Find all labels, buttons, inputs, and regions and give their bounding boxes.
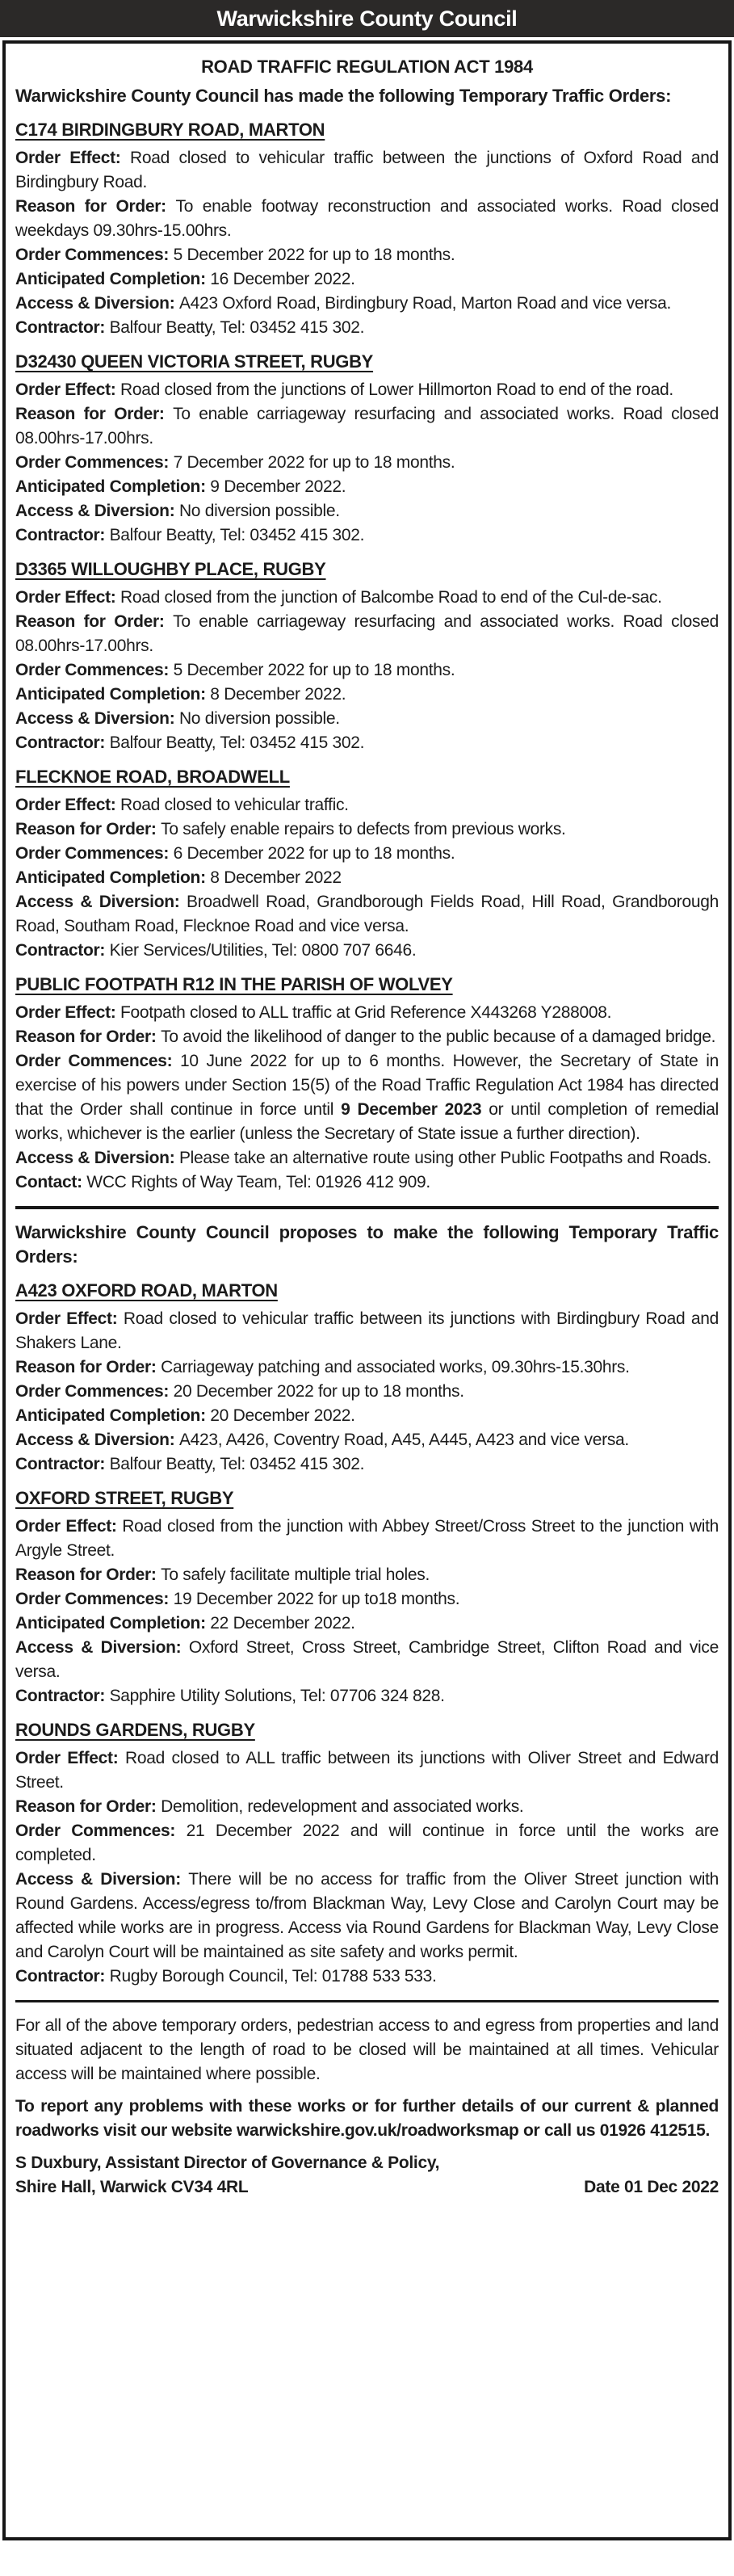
field-label: Access & Diversion: (15, 294, 179, 313)
order-heading: PUBLIC FOOTPATH R12 IN THE PARISH OF WOLVEY (15, 974, 453, 994)
field-label: Contact: (15, 1173, 87, 1191)
order-field (15, 658, 719, 683)
field-label: Order Commences: (15, 1052, 180, 1070)
traffic-order (15, 974, 719, 1195)
field-text: Please take an alternative route using other Public Footpaths and Roads. (178, 1149, 711, 1167)
field-text: To safely facilitate multiple trial holes. (161, 1565, 430, 1584)
field-label: Order Effect: (15, 149, 131, 167)
order-field (15, 731, 719, 755)
traffic-order (15, 767, 719, 963)
field-text: Road closed to ALL traffic between its junctions with Oliver Street and Edward Street. (15, 1749, 719, 1792)
field-label: Order Effect: (15, 588, 120, 607)
order-field (15, 1684, 719, 1708)
field-text: 8 December 2022. (210, 685, 346, 704)
notice-body (2, 40, 732, 2540)
order-field (15, 499, 719, 523)
field-label: Reason for Order: (15, 197, 176, 216)
field-text: 8 December 2022 (210, 868, 342, 887)
order-field (15, 1380, 719, 1404)
order-field (15, 1587, 719, 1612)
traffic-order (15, 1488, 719, 1708)
order-field (15, 243, 719, 267)
field-label: Order Effect: (15, 380, 120, 399)
order-field (15, 1428, 719, 1452)
field-text: Rugby Borough Council, Tel: 01788 533 533. (109, 1967, 437, 1986)
field-text: A423, A426, Coventry Road, A45, A445, A423 and vice versa. (178, 1431, 629, 1449)
order-field (15, 378, 719, 402)
field-text: Balfour Beatty, Tel: 03452 415 302. (109, 318, 365, 337)
order-heading: D32430 QUEEN VICTORIA STREET, RUGBY (15, 351, 374, 372)
field-text: 20 December 2022 for up to 18 months. (173, 1382, 464, 1401)
order-heading: D3365 WILLOUGHBY PLACE, RUGBY (15, 559, 326, 579)
order-field (15, 683, 719, 707)
council-title: Warwickshire County Council (216, 6, 518, 31)
field-label: Reason for Order: (15, 820, 161, 838)
order-field (15, 793, 719, 817)
field-text: Road closed to vehicular traffic between the junctions of Oxford Road and Birdingbury Road. (15, 149, 719, 191)
field-label: Anticipated Completion: (15, 868, 211, 887)
order-field (15, 1746, 719, 1795)
field-text: Demolition, redevelopment and associated works. (161, 1797, 524, 1816)
field-label: Order Commences: (15, 1822, 187, 1840)
field-label: Access & Diversion: (15, 1431, 179, 1449)
order-heading: C174 BIRDINGBURY ROAD, MARTON (15, 120, 325, 140)
field-text: 19 December 2022 for up to18 months. (173, 1590, 460, 1608)
order-field (15, 1795, 719, 1819)
field-label: Order Commences: (15, 844, 174, 863)
order-field (15, 267, 719, 292)
field-label: Access & Diversion: (15, 1149, 179, 1167)
order-field (15, 707, 719, 731)
traffic-order (15, 1280, 719, 1477)
order-field (15, 1355, 719, 1380)
pedestrian-access-note: For all of the above temporary orders, pedestrian access to and egress from properties and land situated adjacent to the length of road to be closed will be maintained at all times. Vehicular access will be maintained where possible. (15, 2016, 719, 2083)
field-label: Access & Diversion: (15, 1638, 189, 1657)
intro-made-paragraph: Warwickshire County Council has made the following Temporary Traffic Orders: (15, 86, 672, 106)
order-field (15, 475, 719, 499)
order-field (15, 610, 719, 658)
field-label: Reason for Order: (15, 405, 174, 423)
field-label: Order Commences: (15, 1590, 174, 1608)
order-field (15, 523, 719, 548)
field-label: Contractor: (15, 526, 110, 544)
field-label: Order Commences: (15, 1382, 174, 1401)
order-field (15, 1307, 719, 1355)
order-heading: FLECKNOE ROAD, BROADWELL (15, 767, 290, 787)
field-label: Reason for Order: (15, 1797, 161, 1816)
order-field (15, 1563, 719, 1587)
field-text: Road closed to vehicular traffic. (120, 796, 349, 814)
field-label: Access & Diversion: (15, 502, 179, 520)
field-text: A423 Oxford Road, Birdingbury Road, Marton Road and vice versa. (178, 294, 672, 313)
field-text: 9 December 2022. (210, 477, 346, 496)
field-text: 6 December 2022 for up to 18 months. (173, 844, 455, 863)
field-text: Footpath closed to ALL traffic at Grid Reference X443268 Y288008. (120, 1003, 612, 1022)
field-label: Anticipated Completion: (15, 1406, 211, 1425)
order-field (15, 1170, 719, 1195)
field-label: Order Effect: (15, 796, 120, 814)
field-text: To enable carriageway resurfacing and associated works. Road closed 08.00hrs-17.00hrs. (15, 405, 719, 448)
order-field (15, 1025, 719, 1049)
field-text: Oxford Street, Cross Street, Cambridge Street, Clifton Road and vice versa. (15, 1638, 719, 1681)
traffic-order (15, 120, 719, 340)
traffic-order (15, 559, 719, 755)
field-label: Order Effect: (15, 1749, 125, 1767)
field-text: Road closed to vehicular traffic between its junctions with Birdingbury Road and Shakers Lane. (15, 1309, 719, 1352)
field-text: No diversion possible. (178, 502, 340, 520)
field-text: 5 December 2022 for up to 18 months. (173, 246, 455, 264)
order-field (15, 1868, 719, 1965)
order-field (15, 1452, 719, 1477)
field-label: Contractor: (15, 1687, 110, 1705)
section-divider (15, 1206, 719, 1209)
order-field (15, 195, 719, 243)
date-line: Date 01 Dec 2022 (584, 2178, 719, 2196)
order-field (15, 146, 719, 195)
order-field (15, 1515, 719, 1563)
order-field (15, 1965, 719, 1989)
field-text: WCC Rights of Way Team, Tel: 01926 412 909. (86, 1173, 430, 1191)
field-text: To enable carriageway resurfacing and associated works. Road closed 08.00hrs-17.00hrs. (15, 612, 719, 655)
field-text: 21 December 2022 and will continue in force until the works are completed. (15, 1822, 719, 1864)
field-text: No diversion possible. (178, 709, 340, 728)
order-field (15, 292, 719, 316)
traffic-order (15, 351, 719, 548)
signatory-line: S Duxbury, Assistant Director of Governance & Policy, (15, 2154, 440, 2172)
field-text: To safely enable repairs to defects from previous works. (161, 820, 566, 838)
order-heading: OXFORD STREET, RUGBY (15, 1488, 234, 1508)
field-text: 10 June 2022 for up to 6 months. However, the Secretary of State in exercise of his powers under Section 15(5) of the Road Traffic Regulation Act 1984 has directed that the Order shall continue in force until (15, 1052, 719, 1119)
field-text: 22 December 2022. (210, 1614, 355, 1633)
header-bar (0, 0, 734, 37)
order-field (15, 890, 719, 939)
field-label: Order Effect: (15, 1309, 124, 1328)
field-text: Balfour Beatty, Tel: 03452 415 302. (109, 526, 365, 544)
order-field (15, 1001, 719, 1025)
field-text: Sapphire Utility Solutions, Tel: 07706 324 828. (109, 1687, 445, 1705)
field-label: Anticipated Completion: (15, 270, 211, 288)
field-label: Contractor: (15, 941, 110, 960)
field-text: To avoid the likelihood of danger to the public because of a damaged bridge. (161, 1027, 716, 1046)
field-label: Contractor: (15, 1967, 110, 1986)
order-field (15, 866, 719, 890)
address-date-row (15, 2175, 719, 2200)
order-field (15, 402, 719, 451)
field-text: Kier Services/Utilities, Tel: 0800 707 6646. (109, 941, 417, 960)
field-label: Contractor: (15, 1455, 110, 1473)
orders-proposed-list (15, 1280, 719, 1989)
order-field (15, 1612, 719, 1636)
field-text: 16 December 2022. (210, 270, 355, 288)
order-field (15, 451, 719, 475)
field-label: Access & Diversion: (15, 709, 179, 728)
field-text: There will be no access for traffic from the Oliver Street junction with Round Gardens. Access/egress to/from Blackman Way, Levy Close and Carolyn Court may be affected while works are in progress. Access via Round Gardens for Blackman Way, Levy Close and Carolyn Court will be maintained as site safety and works permit. (15, 1870, 719, 1961)
field-label: Anticipated Completion: (15, 1614, 211, 1633)
field-label: Reason for Order: (15, 1565, 161, 1584)
orders-made-list (15, 120, 719, 1195)
field-label: Order Commences: (15, 661, 174, 679)
order-field (15, 817, 719, 842)
report-problems-note: To report any problems with these works or for further details of our current & planned roadworks visit our website warwickshire.gov.uk/roadworksmap or call us 01926 412515. (15, 2097, 719, 2140)
field-text-bold: 9 December 2023 (341, 1100, 482, 1119)
order-field (15, 1049, 719, 1146)
field-label: Access & Diversion: (15, 1870, 189, 1889)
field-text: Carriageway patching and associated works, 09.30hrs-15.30hrs. (161, 1358, 630, 1376)
order-heading: A423 OXFORD ROAD, MARTON (15, 1280, 278, 1301)
order-field (15, 586, 719, 610)
order-field (15, 939, 719, 963)
field-label: Contractor: (15, 318, 110, 337)
order-field (15, 1819, 719, 1868)
order-field (15, 842, 719, 866)
address-line: Shire Hall, Warwick CV34 4RL (15, 2178, 249, 2196)
field-text: 7 December 2022 for up to 18 months. (173, 453, 455, 472)
field-text: 5 December 2022 for up to 18 months. (173, 661, 455, 679)
field-label: Order Effect: (15, 1517, 123, 1536)
order-field (15, 1146, 719, 1170)
order-field (15, 1404, 719, 1428)
field-label: Reason for Order: (15, 1027, 161, 1046)
field-label: Access & Diversion: (15, 893, 187, 911)
field-text: To enable footway reconstruction and associated works. Road closed weekdays 09.30hrs-15.00hrs. (15, 197, 719, 240)
field-label: Contractor: (15, 733, 110, 752)
field-label: Reason for Order: (15, 612, 174, 631)
field-text: Road closed from the junction with Abbey Street/Cross Street to the junction with Argyle Street. (15, 1517, 719, 1560)
field-text: Road closed from the junctions of Lower Hillmorton Road to end of the road. (120, 380, 673, 399)
field-label: Anticipated Completion: (15, 685, 211, 704)
order-field (15, 1636, 719, 1684)
field-label: Reason for Order: (15, 1358, 161, 1376)
field-text: Balfour Beatty, Tel: 03452 415 302. (109, 1455, 365, 1473)
act-title: ROAD TRAFFIC REGULATION ACT 1984 (201, 57, 533, 77)
field-label: Order Commences: (15, 246, 174, 264)
footer-divider (15, 2000, 719, 2002)
traffic-order (15, 1720, 719, 1989)
intro-proposed-paragraph: Warwickshire County Council proposes to make the following Temporary Traffic Orders: (15, 1222, 719, 1267)
field-label: Order Effect: (15, 1003, 120, 1022)
field-text: Broadwell Road, Grandborough Fields Road, Hill Road, Grandborough Road, Southam Road, Flecknoe Road and vice versa. (15, 893, 719, 935)
field-text: 20 December 2022. (210, 1406, 355, 1425)
field-text: Road closed from the junction of Balcombe Road to end of the Cul-de-sac. (120, 588, 662, 607)
field-text: or until completion of remedial works, whichever is the earlier (unless the Secretary of State issue a further direction). (15, 1100, 719, 1143)
field-label: Order Commences: (15, 453, 174, 472)
order-heading: ROUNDS GARDENS, RUGBY (15, 1720, 255, 1740)
field-text: Balfour Beatty, Tel: 03452 415 302. (109, 733, 365, 752)
field-label: Anticipated Completion: (15, 477, 211, 496)
order-field (15, 316, 719, 340)
